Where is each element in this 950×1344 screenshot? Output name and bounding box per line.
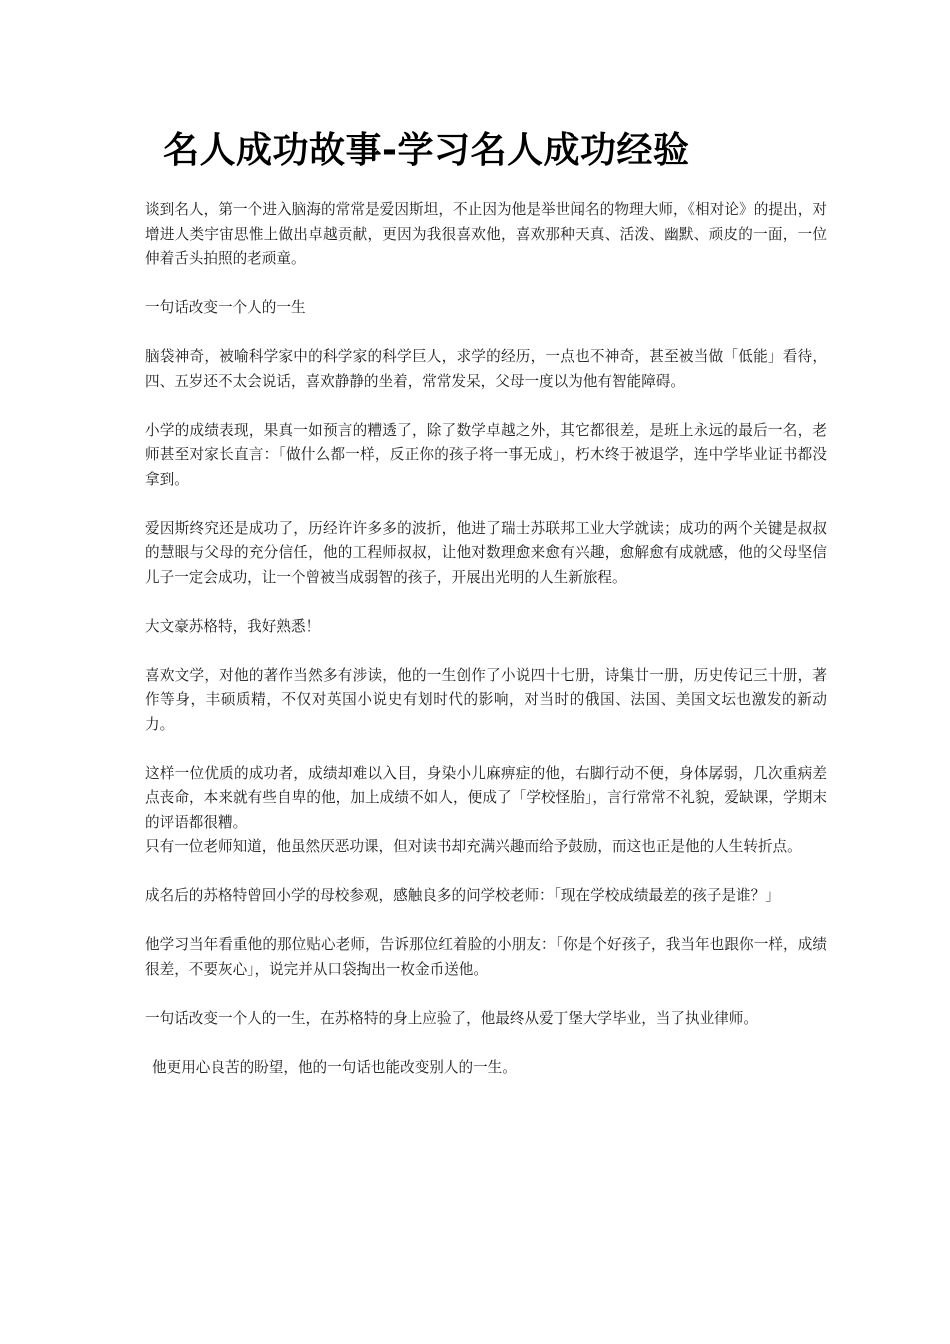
paragraph-einstein-success: 爱因斯终究还是成功了，历经许许多多的波折，他进了瑞士苏联邦工业大学就读；成功的两个关键是叔叔的慧眼与父母的充分信任，他的工程师叔叔，让他对数理愈来愈有兴趣，愈解愈有成就感，他的父母坚信儿子一定会成功，让一个曾被当成弱智的孩子，开展出光明的人生新旅程。 [145,519,827,586]
paragraph-closing: 他更用心良苦的盼望，他的一句话也能改变别人的一生。 [152,1058,517,1076]
section-heading-scott: 大文豪苏格特，我好熟悉！ [145,617,321,635]
section-heading-one-sentence: 一句话改变一个人的一生 [145,299,306,316]
paragraph-scott-lawyer: 一句话改变一个人的一生，在苏格特的身上应验了，他最终从爱丁堡大学毕业，当了执业律师。 [145,1009,758,1027]
paragraph-einstein-school: 小学的成绩表现，果真一如预言的糟透了，除了数学卓越之外，其它都很差，是班上永远的最后一名，老师甚至对家长直言：「做什么都一样，反正你的孩子将一事无成」，朽木终于被退学，连中学毕业证书都没拿到。 [145,421,827,488]
paragraph-scott-works: 喜欢文学，对他的著作当然多有涉读，他的一生创作了小说四十七册，诗集廿一册，历史传记三十册，著作等身，丰硕质精，不仅对英国小说史有划时代的影响，对当时的俄国、法国、美国文坛也激发的新动力。 [145,666,827,733]
document-title: 名人成功故事-学习名人成功经验 [163,130,690,171]
paragraph-scott-teacher: 只有一位老师知道，他虽然厌恶功课，但对读书却充满兴趣而给予鼓励，而这也正是他的人生转折点。 [145,838,802,855]
document-body [145,198,827,1080]
paragraph-scott-encourage: 他学习当年看重他的那位贴心老师，告诉那位红着脸的小朋友：「你是个好孩子，我当年也跟你一样，成绩很差，不要灰心」，说完并从口袋掏出一枚金币送他。 [145,936,827,978]
paragraph-einstein-childhood: 脑袋神奇，被喻科学家中的科学家的科学巨人，求学的经历，一点也不神奇，甚至被当做「低能」看待，四、五岁还不太会说话，喜欢静静的坐着，常常发呆，父母一度以为他有智能障碍。 [145,348,827,390]
paragraph-scott-visit: 成名后的苏格特曾回小学的母校参观，感触良多的问学校老师：「现在学校成绩最差的孩子是谁？」 [145,887,780,904]
paragraph-intro: 谈到名人，第一个进入脑海的常常是爱因斯坦，不止因为他是举世闻名的物理大师，《相对论》的提出，对增进人类宇宙思惟上做出卓越贡献，更因为我很喜欢他，喜欢那种天真、活泼、幽默、顽皮的一面，一位伸着舌头拍照的老顽童。 [145,201,827,267]
paragraph-scott-struggles: 这样一位优质的成功者，成绩却难以入目，身染小儿麻痹症的他，右脚行动不便，身体孱弱，几次重病差点丧命，本来就有些自卑的他，加上成绩不如人，便成了「学校怪胎」，言行常常不礼貌，爱缺课，学期末的评语都很糟。 [145,764,827,831]
